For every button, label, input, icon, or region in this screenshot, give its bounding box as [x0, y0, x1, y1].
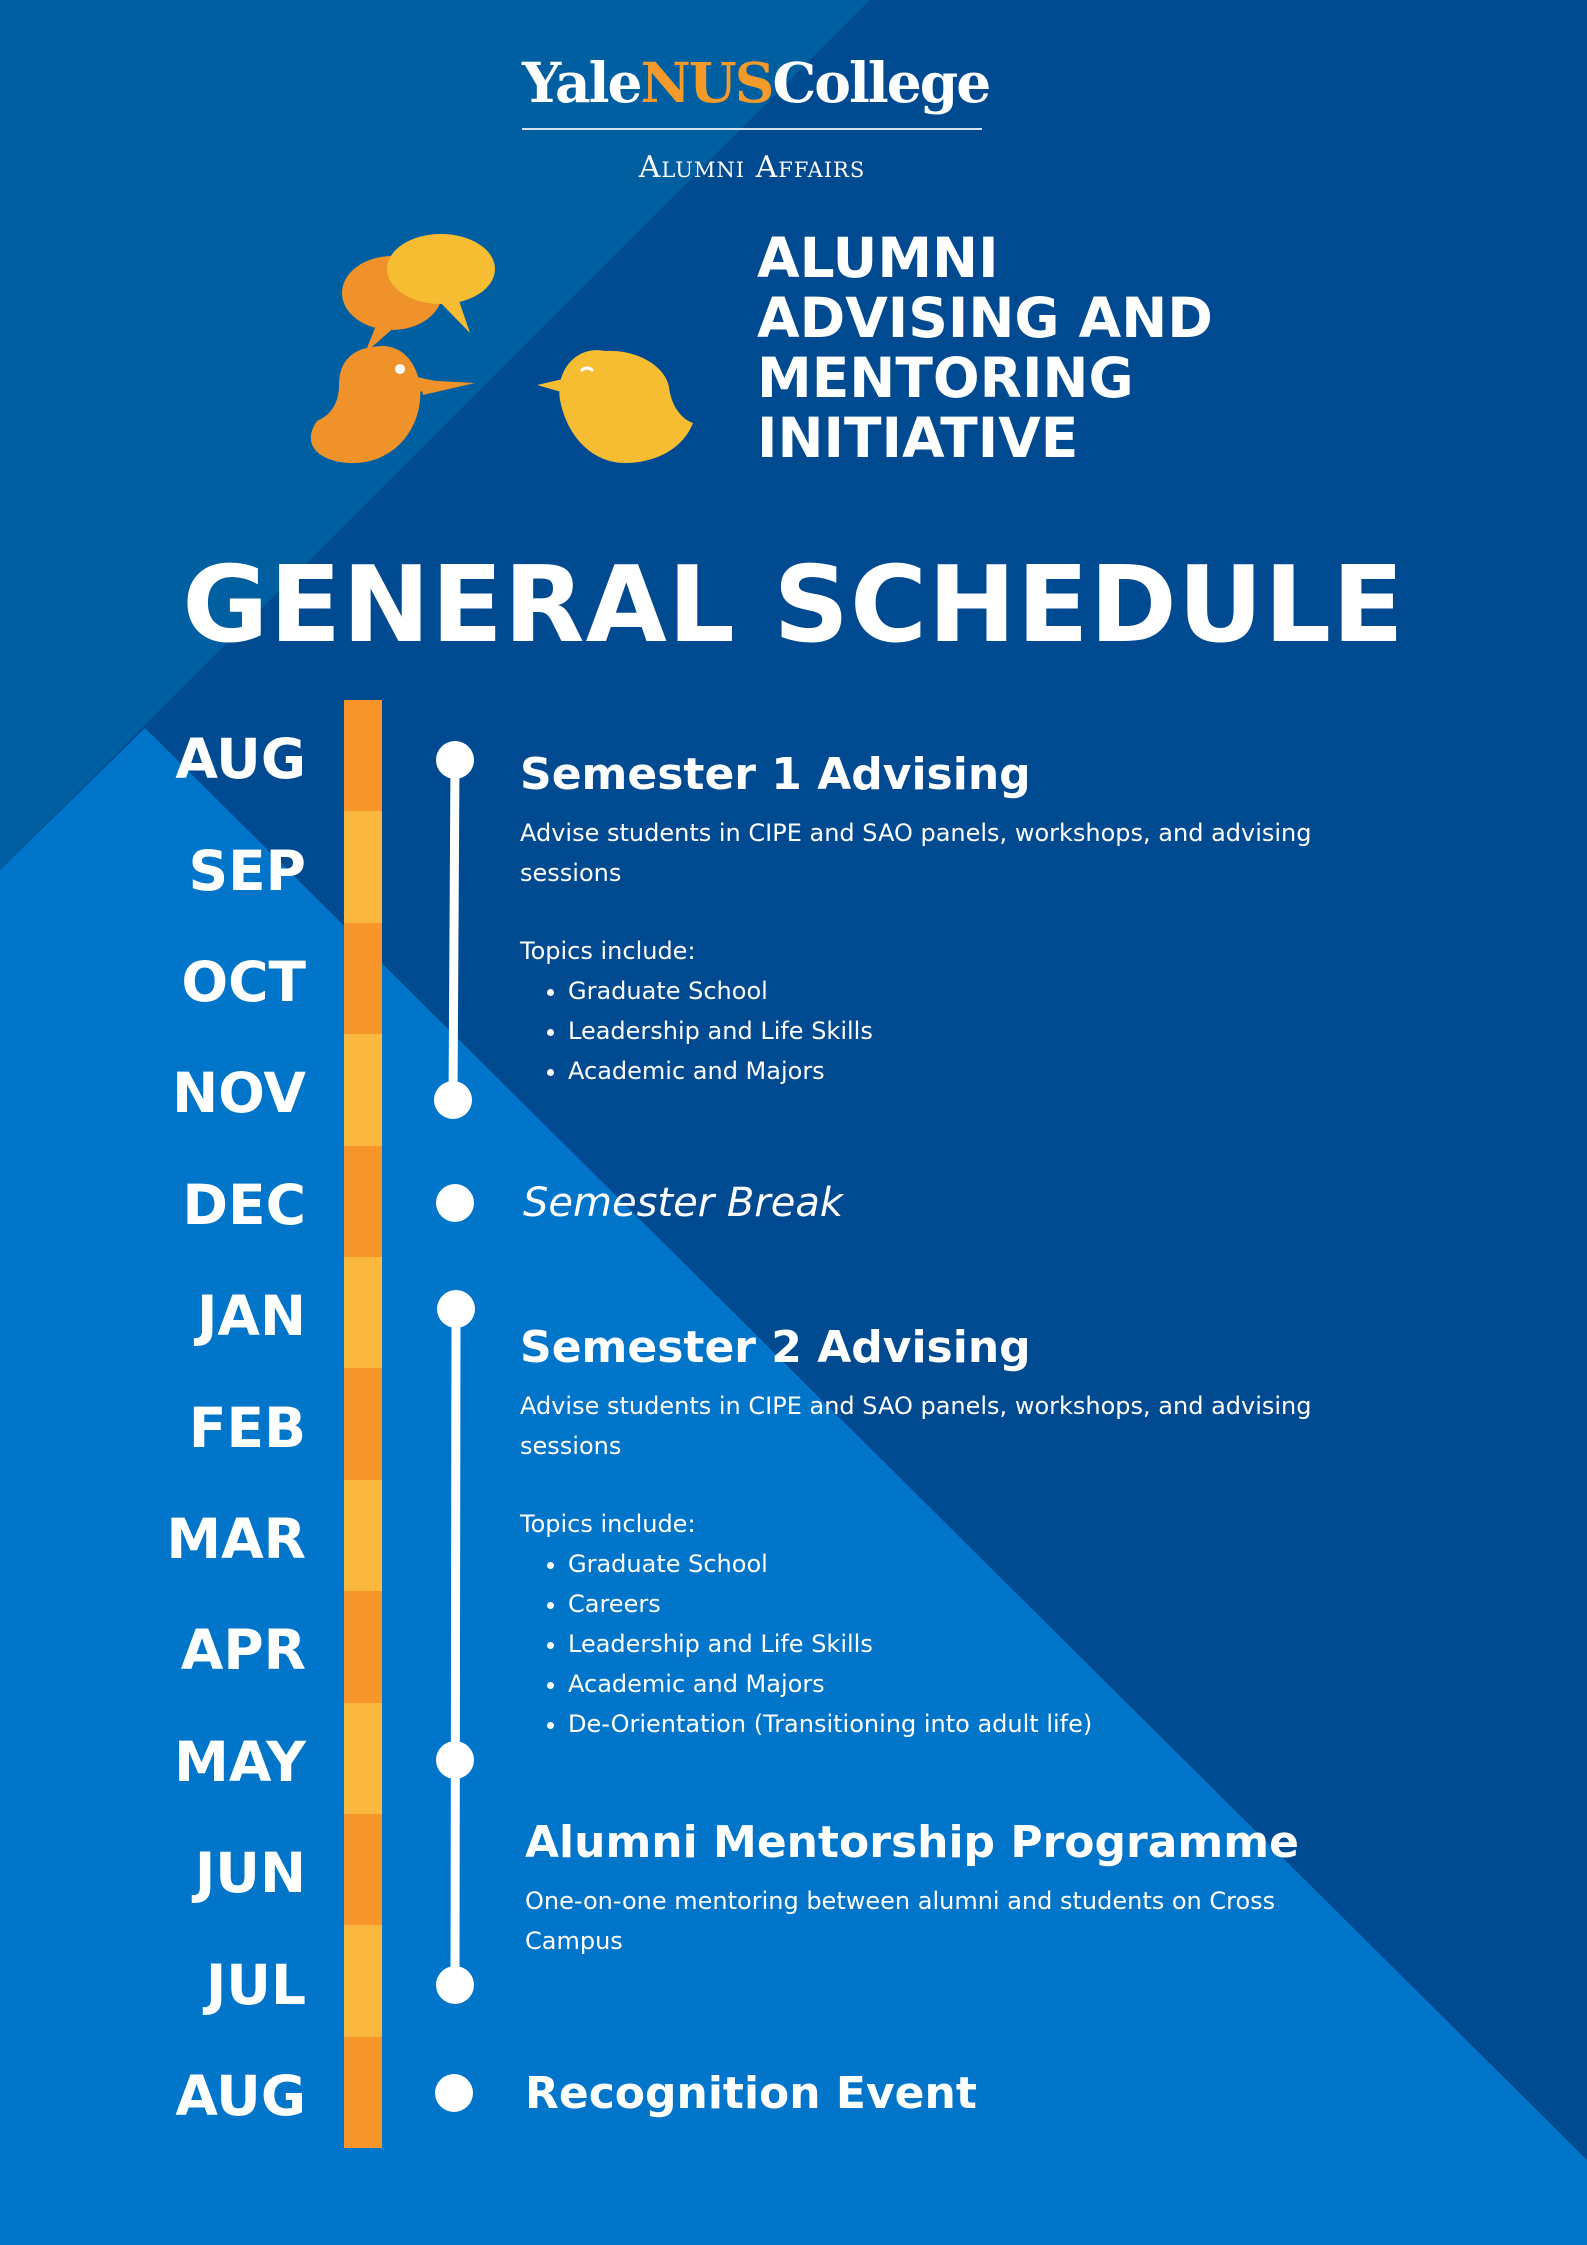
month-label-dec: DEC	[182, 1173, 306, 1237]
month-label-mar: MAR	[166, 1507, 306, 1571]
initiative-title-line: ADVISING AND	[757, 286, 1213, 350]
month-label-feb: FEB	[188, 1396, 306, 1460]
alumni-affairs-label: Alumni Affairs	[638, 150, 866, 185]
chatting-birds-illustration	[305, 225, 705, 485]
semester1-topics	[520, 931, 1380, 1091]
semester2-title: Semester 2 Advising	[520, 1322, 1031, 1373]
month-label-oct: OCT	[181, 950, 306, 1014]
topics-list	[520, 971, 1380, 1091]
semester1-title: Semester 1 Advising	[520, 749, 1031, 800]
list-item: • Leadership and Life Skills	[568, 1011, 1380, 1051]
timeline-dot	[436, 1741, 474, 1779]
initiative-title	[757, 228, 1217, 468]
month-label-jun: JUN	[194, 1841, 306, 1905]
month-label-apr: APR	[180, 1618, 306, 1682]
list-item: • Leadership and Life Skills	[568, 1624, 1380, 1664]
month-label-jul: JUL	[205, 1953, 306, 2017]
yellow-bird-icon	[537, 350, 693, 463]
month-bar-segment	[344, 1368, 382, 1479]
semester2-topics	[520, 1504, 1380, 1744]
mentorship-block	[525, 1815, 1305, 1961]
month-color-bar	[344, 700, 382, 2148]
recognition-title: Recognition Event	[525, 2068, 977, 2119]
logo-part-nus: NUS	[640, 50, 773, 115]
mentorship-description: One-on-one mentoring between alumni and students on Cross Campus	[525, 1887, 1276, 1955]
timeline-dot	[434, 1081, 472, 1119]
logo-part-college: College	[772, 50, 990, 115]
timeline-line-semester2-mentorship	[455, 1309, 456, 1985]
month-bar-segment	[344, 1146, 382, 1257]
list-item: • Careers	[568, 1584, 1380, 1624]
month-label-sep: SEP	[188, 839, 306, 903]
initiative-title-line: MENTORING	[757, 346, 1134, 410]
month-label-aug: AUG	[175, 2064, 306, 2128]
month-label-nov: NOV	[172, 1061, 306, 1125]
semester2-description: Advise students in CIPE and SAO panels, workshops, and advising sessions	[520, 1392, 1312, 1460]
recognition-block	[525, 2066, 977, 2122]
semester1-block	[520, 747, 1380, 1091]
timeline	[420, 720, 480, 2120]
month-bar-segment	[344, 1703, 382, 1814]
month-bar-segment	[344, 1480, 382, 1591]
semester1-description: Advise students in CIPE and SAO panels, workshops, and advising sessions	[520, 819, 1312, 887]
timeline-dot	[437, 1290, 475, 1328]
timeline-dot	[436, 1966, 474, 2004]
orange-bird-icon	[311, 346, 475, 463]
month-bar-segment	[344, 1814, 382, 1925]
month-bar-segment	[344, 1591, 382, 1702]
initiative-title-line: INITIATIVE	[757, 406, 1079, 470]
list-item: • Graduate School	[568, 971, 1380, 1011]
month-bar-segment	[344, 811, 382, 922]
topics-label: Topics include:	[520, 937, 696, 965]
month-label-jan: JAN	[196, 1284, 306, 1348]
mentorship-title: Alumni Mentorship Programme	[525, 1817, 1299, 1868]
list-item: • Academic and Majors	[568, 1051, 1380, 1091]
timeline-dot	[436, 1184, 474, 1222]
month-bar-segment	[344, 1925, 382, 2036]
timeline-dot	[435, 2074, 473, 2112]
topics-list	[520, 1544, 1380, 1744]
logo-divider	[522, 128, 982, 130]
list-item: • Academic and Majors	[568, 1664, 1380, 1704]
general-schedule-title: GENERAL SCHEDULE	[182, 544, 1405, 666]
month-label-may: MAY	[174, 1730, 306, 1794]
timeline-line-semester1	[453, 760, 455, 1100]
list-item: • De-Orientation (Transitioning into adult life)	[568, 1704, 1380, 1744]
topics-label: Topics include:	[520, 1510, 696, 1538]
month-bar-segment	[344, 2037, 382, 2148]
month-bar-segment	[344, 1034, 382, 1145]
semester-break-label: Semester Break	[523, 1180, 844, 1226]
month-bar-segment	[344, 923, 382, 1034]
yale-nus-college-logo	[522, 50, 990, 115]
month-bar-segment	[344, 1257, 382, 1368]
timeline-dot	[436, 741, 474, 779]
initiative-title-line: ALUMNI	[757, 226, 999, 290]
semester2-block	[520, 1320, 1380, 1744]
list-item: • Graduate School	[568, 1544, 1380, 1584]
month-bar-segment	[344, 700, 382, 811]
logo-part-yale: Yale	[522, 50, 641, 115]
month-label-aug: AUG	[175, 727, 306, 791]
